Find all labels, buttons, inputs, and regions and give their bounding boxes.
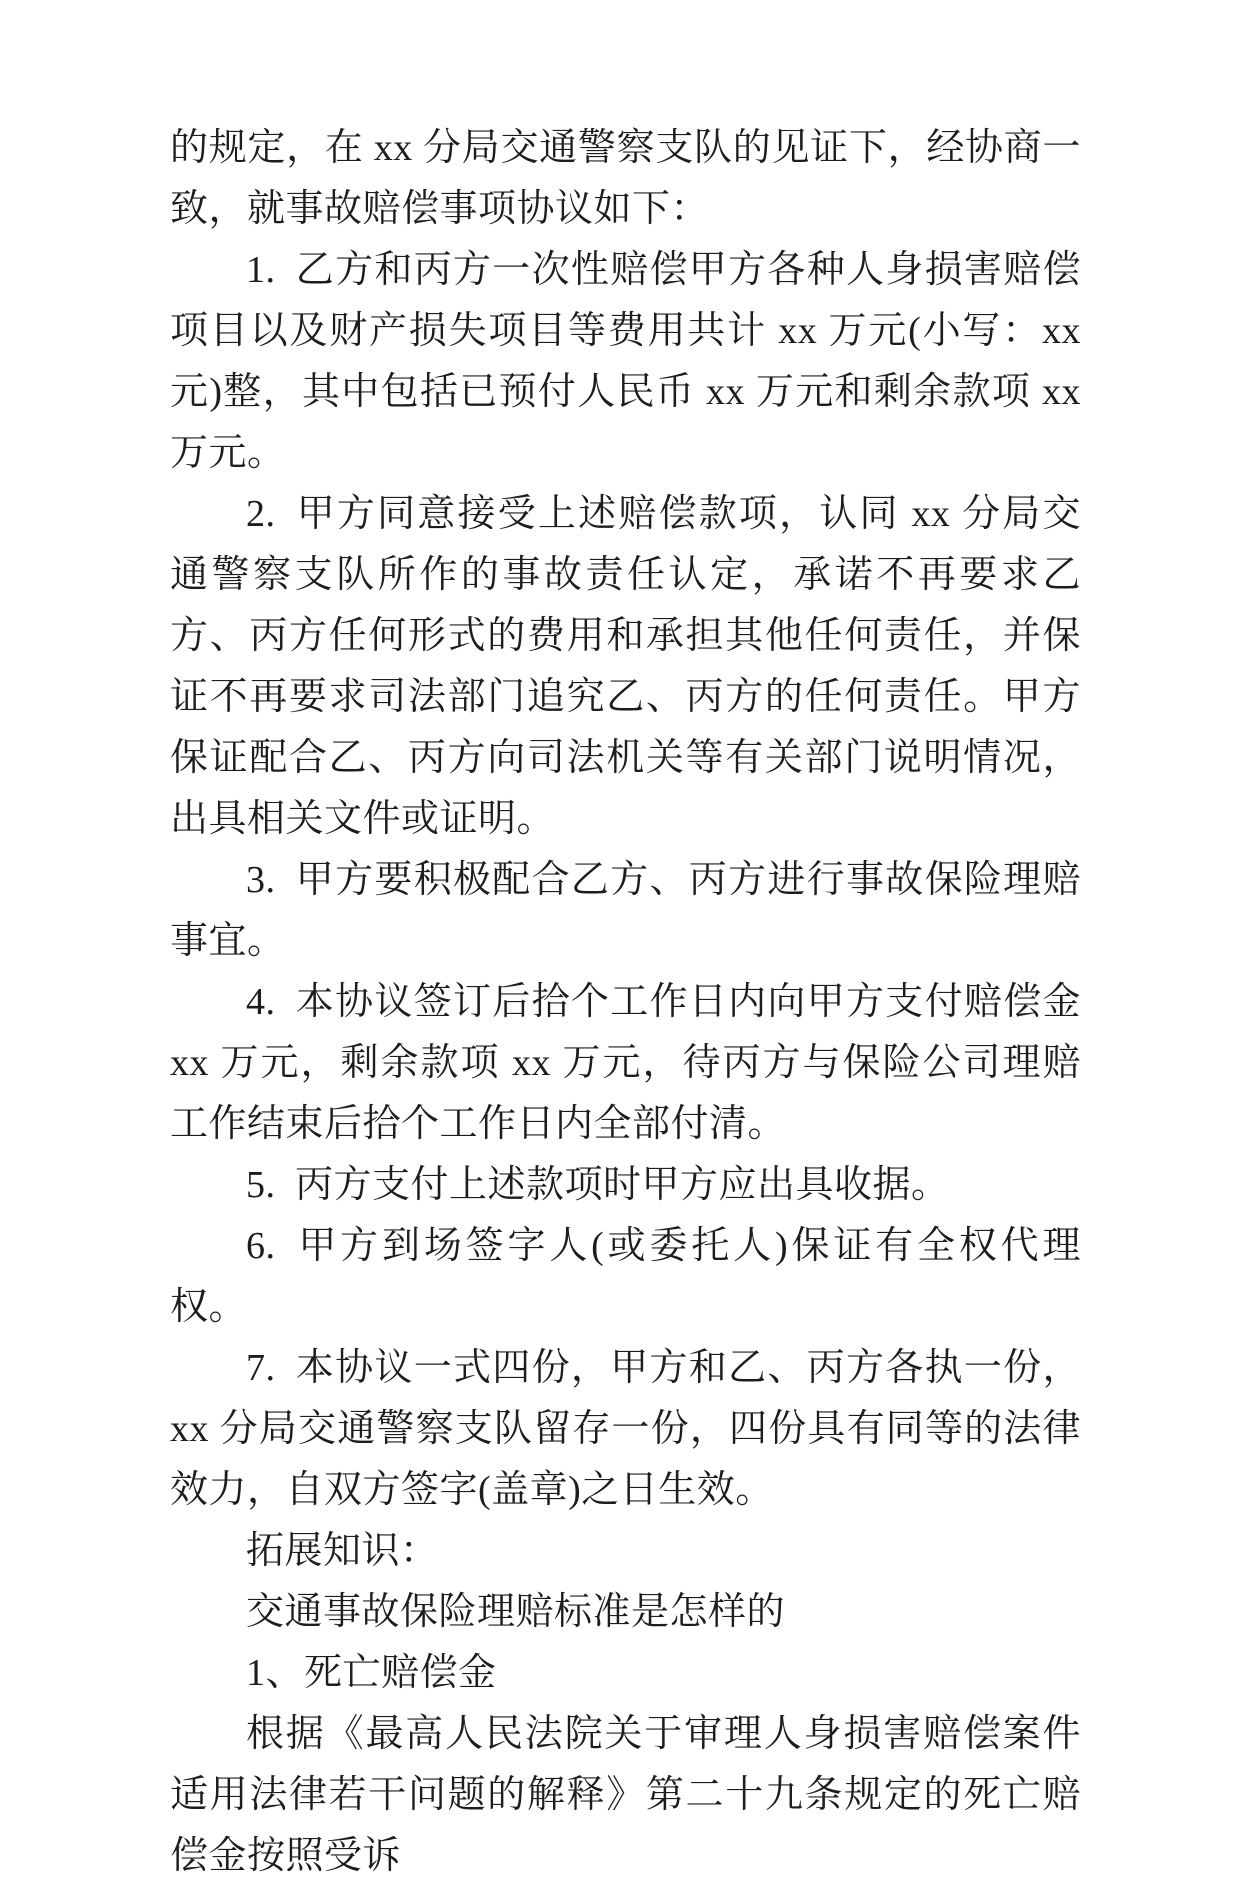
clause-5: 5. 丙方支付上述款项时甲方应出具收据。	[246, 1164, 950, 1206]
insurance-claim-standard-heading: 交通事故保险理赔标准是怎样的	[246, 1591, 786, 1633]
clause-4: 4. 本协议签订后拾个工作日内向甲方支付赔偿金 xx 万元，剩余款项 xx 万元，待丙方与保险公司理赔工作结束后拾个工作日内全部付清。	[170, 981, 1081, 1145]
clause-6: 6. 甲方到场签字人(或委托人)保证有全权代理权。	[170, 1225, 1081, 1328]
expanded-knowledge-heading: 拓展知识：	[246, 1530, 439, 1572]
clause-7: 7. 本协议一式四份，甲方和乙、丙方各执一份，xx 分局交通警察支队留存一份，四份具有同等的法律效力，自双方签字(盖章)之日生效。	[170, 1347, 1081, 1511]
clause-3: 3. 甲方要积极配合乙方、丙方进行事故保险理赔事宜。	[170, 859, 1081, 962]
clause-2: 2. 甲方同意接受上述赔偿款项，认同 xx 分局交通警察支队所作的事故责任认定，承诺不再要求乙方、丙方任何形式的费用和承担其他任何责任，并保证不再要求司法部门追究乙、丙方的任何责任。甲方保证配合乙、丙方向司法机关等有关部门说明情况，出具相关文件或证明。	[170, 493, 1081, 840]
clause-1: 1. 乙方和丙方一次性赔偿甲方各种人身损害赔偿项目以及财产损失项目等费用共计 xx 万元(小写：xx 元)整，其中包括已预付人民币 xx 万元和剩余款项 xx 万元。	[170, 249, 1081, 474]
death-compensation-paragraph: 根据《最高人民法院关于审理人身损害赔偿案件适用法律若干问题的解释》第二十九条规定的死亡赔偿金按照受诉	[170, 1713, 1081, 1877]
death-compensation-heading: 1、死亡赔偿金	[246, 1652, 497, 1694]
continuation-paragraph: 的规定，在 xx 分局交通警察支队的见证下，经协商一致，就事故赔偿事项协议如下：	[170, 127, 1081, 230]
